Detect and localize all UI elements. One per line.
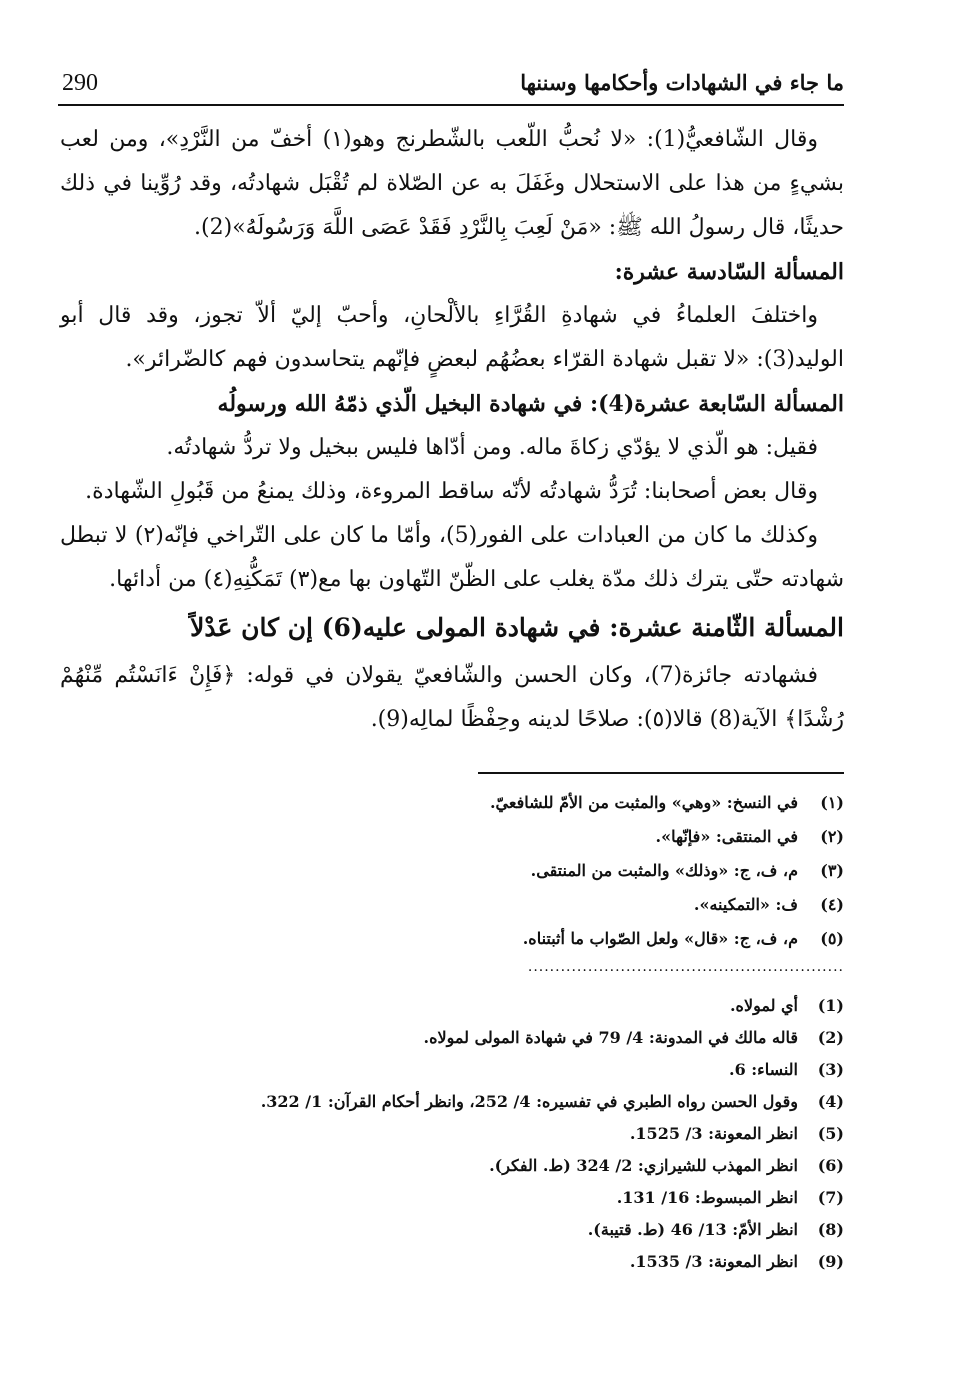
footnote bbox=[124, 1150, 844, 1182]
footnote-text: م، ف، ج: «قال» ولعل الصّواب ما أثبتناه. bbox=[522, 929, 798, 948]
footnote bbox=[124, 888, 844, 922]
footnote-text: النساء: 6. bbox=[728, 1060, 798, 1079]
running-title: ما جاء في الشهادات وأحكامها وسننها bbox=[520, 70, 844, 95]
paragraph: وكذلك ما كان من العبادات على الفور(5)، وأمّا ما كان على التّراخي فإنّه(٢) لا تبطل شهادته حتّى يترك ذلك مدّة يغلب على الظّنّ التّهاون بها مع(٣) تَمَكُّنِهِ(٤) من أدائها. bbox=[60, 523, 844, 592]
footnote bbox=[124, 786, 844, 820]
footnote-number: (٥) bbox=[820, 929, 844, 948]
footnote-number: (3) bbox=[817, 1060, 844, 1079]
page-header bbox=[58, 66, 844, 106]
footnote-number: (8) bbox=[817, 1220, 844, 1239]
footnote bbox=[124, 820, 844, 854]
paragraph: وقال الشّافعيُّ(1): «لا نُحبُّ اللّعب بالشّطرنج وهو(١) أخفّ من النَّرْدِ»، ومن لعب بشيءٍ من هذا على الاستحلال وغَفَلَ به عن الصّلاة لم تُقْبَل شهادتُه، وقد رُوِّينا في ذلك حديثًا، قال رسولُ الله ﷺ: «مَنْ لَعِبَ بِالنَّرْدِ فَقَدْ عَصَى اللَّهَ وَرَسُولَهُ»(2). bbox=[60, 127, 844, 240]
page-number: 290 bbox=[62, 70, 98, 96]
footnote bbox=[124, 922, 844, 956]
footnote bbox=[124, 1246, 844, 1278]
footnote-number: (9) bbox=[817, 1252, 844, 1271]
footnote bbox=[124, 990, 844, 1022]
section-heading-subject: في شهادة المولى عليه(6) إن كان عَدْلاً bbox=[190, 613, 601, 642]
section-heading bbox=[60, 382, 844, 426]
footnote bbox=[124, 1086, 844, 1118]
footnote-number: (٤) bbox=[820, 895, 844, 914]
footnote-text: م، ف، ج: «وذلك» والمثبت من المنتقى. bbox=[530, 861, 798, 880]
paragraph: فشهادته جائزة(7)، وكان الحسن والشّافعيّ يقولان في قوله: ﴿فَإِنْ ءَانَسْتُم مِّنْهُمْ رُشْدًا﴾ الآية(8) قالا(٥): صلاحًا لدينه وحِفْظًا لمالِه(9). bbox=[60, 663, 844, 732]
footnote-text: ف: «التمكينه». bbox=[693, 895, 798, 914]
footnote bbox=[124, 1214, 844, 1246]
footnote-number: (٢) bbox=[820, 827, 844, 846]
footnote-number: (١) bbox=[820, 793, 844, 812]
footnote-text: انظر المهذب للشيرازي: 2/ 324 (ط. الفكر). bbox=[489, 1156, 798, 1175]
footnote-text: وقول الحسن رواه الطبري في تفسيره: 4/ 252، وانظر أحكام القرآن: 1/ 322. bbox=[260, 1092, 798, 1111]
footnote-text: انظر المبسوط: 16/ 131. bbox=[616, 1188, 798, 1207]
paragraph: فقيل: هو الّذي لا يؤدّي زكاةَ ماله. ومن أدّاها فليس ببخيل ولا تردُّ شهادتُه. bbox=[166, 435, 818, 460]
footnote bbox=[124, 1118, 844, 1150]
footnote-text: انظر الأمّ: 13/ 46 (ط. قتيبة). bbox=[587, 1220, 798, 1239]
footnote bbox=[124, 1054, 844, 1086]
section-heading-number: المسألة الثّامنة عشرة: bbox=[609, 613, 844, 642]
footnote bbox=[124, 1022, 844, 1054]
dotted-separator: .......................................................... bbox=[527, 962, 844, 972]
footnote bbox=[124, 1182, 844, 1214]
footnote bbox=[124, 854, 844, 888]
section-heading: المسألة السّادسة عشرة: bbox=[614, 259, 844, 285]
footnote-number: (1) bbox=[817, 996, 844, 1015]
main-text bbox=[60, 118, 844, 742]
section-heading-subject: في شهادة البخيل الّذي ذمّهُ الله ورسولُه bbox=[217, 391, 583, 417]
footnote-number: (7) bbox=[817, 1188, 844, 1207]
footnote-text: أي لمولاه. bbox=[729, 996, 798, 1015]
footnote-number: (2) bbox=[817, 1028, 844, 1047]
footnote-number: (4) bbox=[817, 1092, 844, 1111]
footnote-number: (5) bbox=[817, 1124, 844, 1143]
footnote-text: في المنتقى: «فإنّها». bbox=[655, 827, 798, 846]
variant-notes bbox=[124, 786, 844, 956]
footnote-text: انظر المعونة: 3/ 1525. bbox=[629, 1124, 798, 1143]
source-notes bbox=[124, 990, 844, 1278]
footnote-text: في النسخ: «وهي» والمثبت من الأمّ للشافعيّ. bbox=[489, 793, 798, 812]
footnote-text: انظر المعونة: 3/ 1535. bbox=[629, 1252, 798, 1271]
footnote-separator bbox=[478, 772, 844, 774]
section-heading bbox=[60, 602, 844, 654]
section-heading-number: المسألة السّابعة عشرة(4): bbox=[589, 391, 844, 417]
footnote-text: قاله مالك في المدونة: 4/ 79 في شهادة المولى لمولاه. bbox=[423, 1028, 798, 1047]
paragraph: واختلفَ العلماءُ في شهادةِ القُرَّاءِ بالألْحانِ، وأحبّ إليّ ألاّ تجوز، وقد قال أبو الوليد(3): «لا تقبل شهادة القرّاء بعضُهُم لبعضٍ فإنّهم يتحاسدون فهم كالضّرائر». bbox=[60, 303, 844, 372]
paragraph: وقال بعض أصحابنا: تُرَدُّ شهادتُه لأنّه ساقط المروءة، وذلك يمنعُ من قَبُولِ الشّهادة. bbox=[85, 479, 818, 504]
footnote-number: (6) bbox=[817, 1156, 844, 1175]
footnote-number: (٣) bbox=[820, 861, 844, 880]
